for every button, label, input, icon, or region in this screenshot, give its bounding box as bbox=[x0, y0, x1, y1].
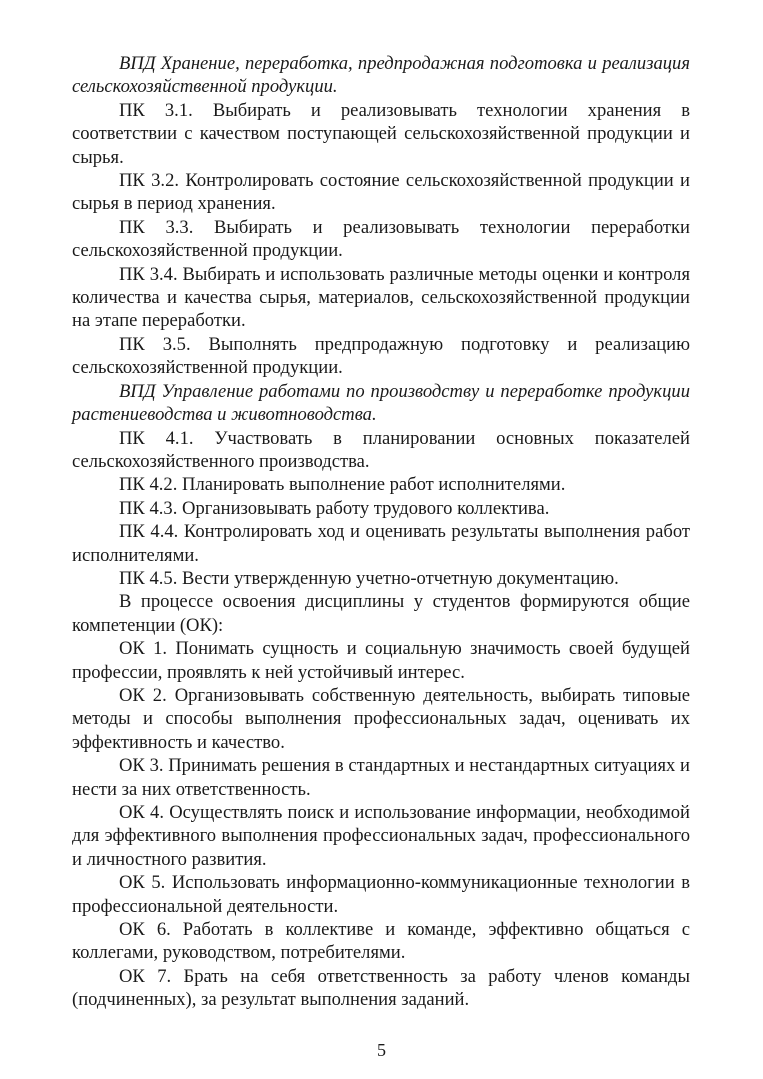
competency-ok-3: ОК 3. Принимать решения в стандартных и нестандартных ситуациях и нести за них ответственность. bbox=[72, 755, 690, 800]
competency-ok-6: ОК 6. Работать в коллективе и команде, эффективно общаться с коллегами, руководством, потребителями. bbox=[72, 919, 690, 964]
general-competencies-intro: В процессе освоения дисциплины у студентов формируются общие компетенции (ОК): bbox=[72, 591, 690, 636]
competency-ok-7: ОК 7. Брать на себя ответственность за работу членов команды (подчиненных), за результат выполнения заданий. bbox=[72, 965, 690, 1011]
competency-ok-2: ОК 2. Организовывать собственную деятельность, выбирать типовые методы и способы выполнения профессиональных задач, оценивать их эффективность и качество. bbox=[72, 684, 690, 753]
competency-ok-4: ОК 4. Осуществлять поиск и использование информации, необходимой для эффективного выполнения профессиональных задач, профессионального и личностного развития. bbox=[72, 802, 690, 870]
competency-pk-4-1: ПК 4.1. Участвовать в планировании основных показателей сельскохозяйственного производства. bbox=[72, 427, 690, 472]
document-page bbox=[72, 52, 690, 1012]
section-heading-vpd-storage: ВПД Хранение, переработка, предпродажная подготовка и реализация сельскохозяйственной продукции. bbox=[72, 53, 690, 98]
competency-ok-1: ОК 1. Понимать сущность и социальную значимость своей будущей профессии, проявлять к ней устойчивый интерес. bbox=[72, 638, 690, 683]
competency-pk-4-2: ПК 4.2. Планировать выполнение работ исполнителями. bbox=[119, 474, 566, 496]
competency-pk-3-1: ПК 3.1. Выбирать и реализовывать технологии хранения в соответствии с качеством поступающей сельскохозяйственной продукции и сырья. bbox=[72, 99, 690, 168]
competency-pk-4-4: ПК 4.4. Контролировать ход и оценивать результаты выполнения работ исполнителями. bbox=[72, 521, 690, 566]
competency-pk-3-5: ПК 3.5. Выполнять предпродажную подготовку и реализацию сельскохозяйственной продукции. bbox=[72, 333, 690, 379]
competency-pk-4-3: ПК 4.3. Организовывать работу трудового коллектива. bbox=[119, 497, 550, 519]
competency-pk-3-4: ПК 3.4. Выбирать и использовать различные методы оценки и контроля количества и качества сырья, материалов, сельскохозяйственной продукции на этапе переработки. bbox=[72, 263, 690, 332]
page-number: 5 bbox=[377, 1040, 386, 1060]
section-heading-vpd-management: ВПД Управление работами по производству и переработке продукции растениеводства и животноводства. bbox=[72, 380, 690, 426]
competency-ok-5: ОК 5. Использовать информационно-коммуникационные технологии в профессиональной деятельности. bbox=[72, 872, 690, 917]
competency-pk-3-2: ПК 3.2. Контролировать состояние сельскохозяйственной продукции и сырья в период хранения. bbox=[72, 170, 690, 215]
competency-pk-3-3: ПК 3.3. Выбирать и реализовывать технологии переработки сельскохозяйственной продукции. bbox=[72, 216, 690, 262]
competency-pk-4-5: ПК 4.5. Вести утвержденную учетно-отчетную документацию. bbox=[119, 567, 619, 589]
